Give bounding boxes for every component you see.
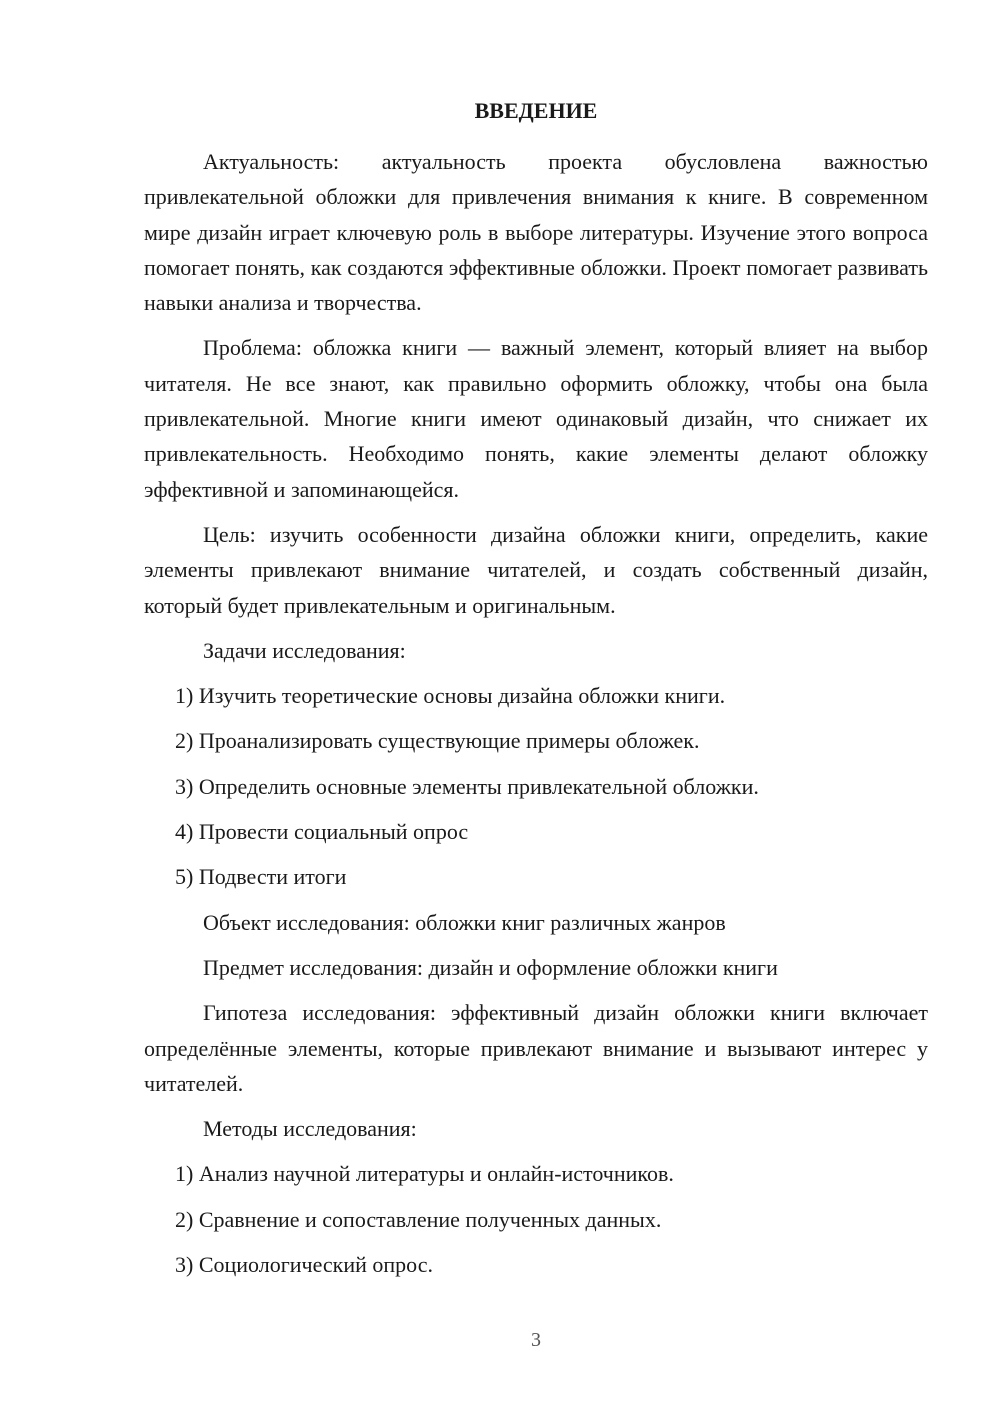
list-item: 2) Проанализировать существующие примеры обложек. — [175, 728, 700, 754]
list-item: 3) Социологический опрос. — [175, 1252, 433, 1278]
tasks-list — [144, 678, 928, 894]
object-line: Объект исследования: обложки книг различных жанров — [203, 909, 726, 935]
list-item: 1) Анализ научной литературы и онлайн-источников. — [175, 1161, 674, 1187]
page-body — [144, 144, 928, 1292]
list-item: 5) Подвести итоги — [175, 864, 347, 890]
methods-heading: Методы исследования: — [203, 1116, 417, 1142]
list-item: 3) Определить основные элементы привлекательной обложки. — [175, 773, 759, 799]
page-title: ВВЕДЕНИЕ — [474, 98, 598, 123]
methods-list — [144, 1156, 928, 1282]
tasks-heading: Задачи исследования: — [203, 637, 406, 663]
page-number: 3 — [531, 1329, 541, 1351]
list-item: 4) Провести социальный опрос — [175, 819, 469, 845]
document-page — [144, 0, 928, 1414]
relevance-paragraph: Актуальность: актуальность проекта обусловлена важностью привлекательной обложки для привлечения внимания к книге. В современном мире дизайн играет ключевую роль в выборе литературы. Изучение этого вопроса помогает понять, как создаются эффективные обложки. Проект помогает развивать навыки анализа и творчества. — [144, 149, 928, 316]
goal-paragraph: Цель: изучить особенности дизайна обложки книги, определить, какие элементы привлекают внимание читателей, и создать собственный дизайн, который будет привлекательным и оригинальным. — [144, 521, 928, 618]
hypothesis-paragraph: Гипотеза исследования: эффективный дизайн обложки книги включает определённые элементы, которые привлекают внимание и вызывают интерес у читателей. — [144, 1000, 928, 1096]
problem-paragraph: Проблема: обложка книги — важный элемент, который влияет на выбор читателя. Не все знают, как правильно оформить обложку, чтобы она была привлекательной. Многие книги имеют одинаковый дизайн, что снижает их привлекательность. Необходимо понять, какие элементы делают обложку эффективной и запоминающейся. — [144, 335, 928, 502]
list-item: 1) Изучить теоретические основы дизайна обложки книги. — [175, 683, 726, 709]
subject-line: Предмет исследования: дизайн и оформление обложки книги — [203, 954, 778, 980]
list-item: 2) Сравнение и сопоставление полученных данных. — [175, 1206, 662, 1232]
